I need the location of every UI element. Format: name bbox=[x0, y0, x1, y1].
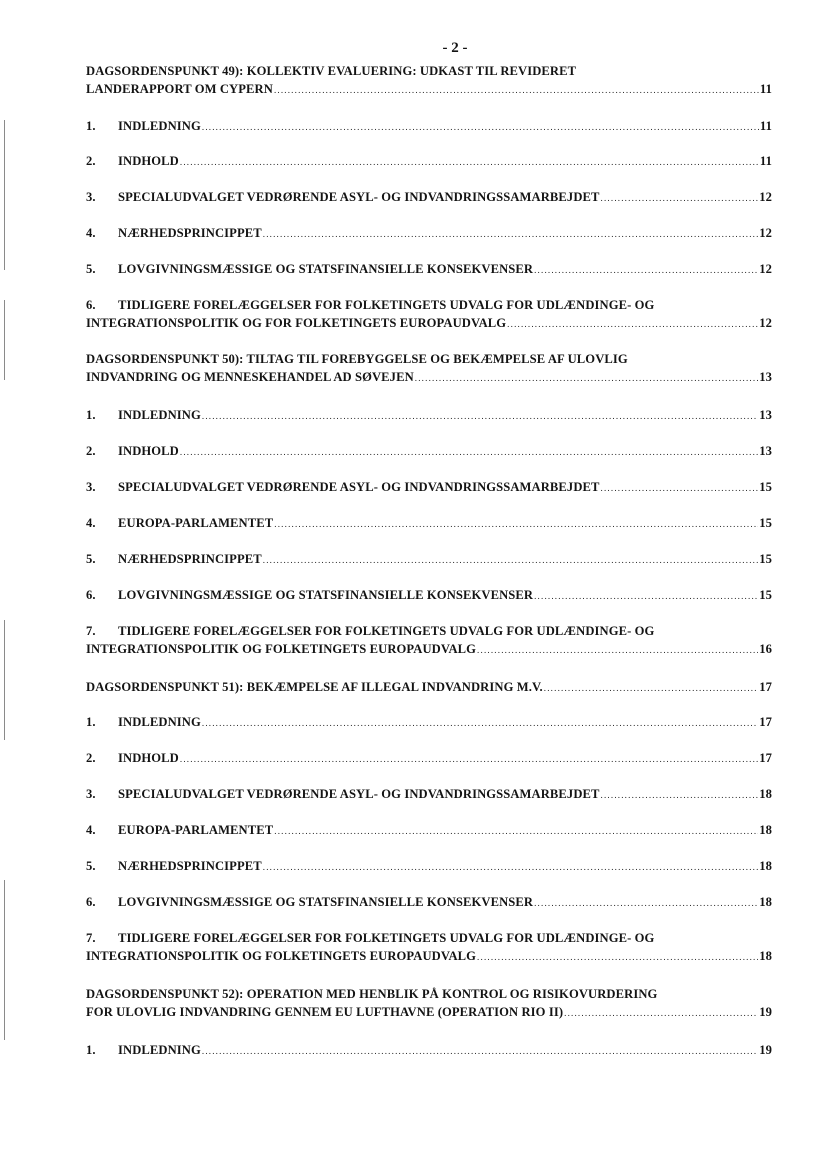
margin-scan-mark bbox=[4, 300, 5, 380]
dot-leader bbox=[601, 188, 759, 207]
toc-entry bbox=[86, 550, 772, 569]
toc-entry-page: 17 bbox=[759, 680, 772, 694]
toc-entry bbox=[86, 893, 772, 912]
toc-entry bbox=[86, 713, 772, 732]
toc-entry-title-line2: FOR ULOVLIG INDVANDRING GENNEM EU LUFTHAVNE (OPERATION RIO II) bbox=[86, 1005, 564, 1019]
margin-scan-mark bbox=[4, 880, 5, 1040]
toc-entry-page: 13 bbox=[759, 370, 772, 384]
toc-entry bbox=[86, 678, 772, 697]
toc-entry bbox=[86, 224, 772, 243]
toc-entry-page: 19 bbox=[759, 1005, 772, 1019]
toc-entry bbox=[86, 296, 772, 333]
toc-entry-page: 18 bbox=[759, 859, 772, 873]
toc-entry-page: 12 bbox=[759, 316, 772, 330]
toc-entry-number: 1. bbox=[86, 119, 96, 133]
toc-entry bbox=[86, 478, 772, 497]
toc-entry-title-line2: INTEGRATIONSPOLITIK OG FOLKETINGETS EUROPAUDVALG bbox=[86, 949, 477, 963]
dot-leader bbox=[180, 152, 759, 171]
dot-leader bbox=[263, 224, 758, 243]
toc-entry-number: 2. bbox=[86, 751, 96, 765]
margin-scan-mark bbox=[4, 620, 5, 740]
toc-entry bbox=[86, 62, 772, 99]
toc-entry-page: 11 bbox=[759, 82, 772, 96]
toc-entry bbox=[86, 1041, 772, 1060]
page-number: - 2 - bbox=[442, 40, 468, 56]
toc-entry-title: INDLEDNING bbox=[118, 119, 201, 133]
toc-entry-title: LOVGIVNINGSMÆSSIGE OG STATSFINANSIELLE KONSEKVENSER bbox=[118, 588, 534, 602]
toc-entry bbox=[86, 260, 772, 279]
toc-entry-page: 18 bbox=[759, 787, 772, 801]
toc-entry-number: 3. bbox=[86, 480, 96, 494]
toc-entry bbox=[86, 929, 772, 966]
toc-entry bbox=[86, 350, 772, 387]
toc-entry-number: 5. bbox=[86, 262, 96, 276]
dot-leader bbox=[180, 749, 758, 768]
toc-entry-page: 13 bbox=[759, 408, 772, 422]
toc-entry-page: 11 bbox=[759, 154, 772, 168]
dot-leader bbox=[534, 893, 758, 912]
toc-entry bbox=[86, 857, 772, 876]
dot-leader bbox=[263, 857, 758, 876]
toc-entry-title-line1: DAGSORDENSPUNKT 49): KOLLEKTIV EVALUERING: UDKAST TIL REVIDERET bbox=[86, 64, 577, 78]
toc-entry-title: EUROPA-PARLAMENTET bbox=[118, 823, 274, 837]
toc-entry bbox=[86, 117, 772, 136]
toc-entry-title: NÆRHEDSPRINCIPPET bbox=[118, 552, 262, 566]
dot-leader bbox=[202, 1041, 758, 1060]
toc-entry-title-line2: LANDERAPPORT OM CYPERN bbox=[86, 82, 273, 96]
toc-entry bbox=[86, 586, 772, 605]
dot-leader bbox=[534, 260, 758, 279]
toc-entry-title: DAGSORDENSPUNKT 51): BEKÆMPELSE AF ILLEGAL INDVANDRING M.V. bbox=[86, 680, 543, 694]
dot-leader bbox=[263, 550, 758, 569]
toc-entry-title: SPECIALUDVALGET VEDRØRENDE ASYL- OG INDVANDRINGSSAMARBEJDET bbox=[118, 480, 600, 494]
toc-entry-title-line2: INDVANDRING OG MENNESKEHANDEL AD SØVEJEN bbox=[86, 370, 414, 384]
toc-entry bbox=[86, 152, 772, 171]
toc-entry-page: 18 bbox=[759, 895, 772, 909]
toc-entry-number: 1. bbox=[86, 1043, 96, 1057]
dot-leader bbox=[601, 478, 759, 497]
margin-scan-mark bbox=[4, 120, 5, 270]
toc-entry-number: 4. bbox=[86, 823, 96, 837]
toc-entry-number: 1. bbox=[86, 715, 96, 729]
toc-entry-title: INDHOLD bbox=[118, 444, 179, 458]
toc-entry-page: 17 bbox=[759, 715, 772, 729]
toc-entry bbox=[86, 985, 772, 1022]
dot-leader bbox=[564, 1003, 758, 1022]
toc-entry-page: 19 bbox=[759, 1043, 772, 1057]
toc-entry-page: 13 bbox=[759, 444, 772, 458]
toc-entry bbox=[86, 442, 772, 461]
dot-leader bbox=[534, 586, 758, 605]
toc-entry bbox=[86, 749, 772, 768]
toc-entry-title: LOVGIVNINGSMÆSSIGE OG STATSFINANSIELLE KONSEKVENSER bbox=[118, 262, 534, 276]
toc-entry bbox=[86, 188, 772, 207]
toc-entry bbox=[86, 406, 772, 425]
toc-entry-page: 15 bbox=[759, 480, 772, 494]
toc-entry-title: SPECIALUDVALGET VEDRØRENDE ASYL- OG INDVANDRINGSSAMARBEJDET bbox=[118, 787, 600, 801]
dot-leader bbox=[274, 80, 759, 99]
toc-entry-page: 16 bbox=[759, 642, 772, 656]
dot-leader bbox=[544, 678, 758, 697]
toc-entry-title: INDLEDNING bbox=[118, 715, 201, 729]
toc-entry-title: LOVGIVNINGSMÆSSIGE OG STATSFINANSIELLE KONSEKVENSER bbox=[118, 895, 534, 909]
toc-entry-page: 15 bbox=[759, 516, 772, 530]
toc-entry bbox=[86, 821, 772, 840]
toc-entry-title-line2: INTEGRATIONSPOLITIK OG FOR FOLKETINGETS EUROPAUDVALG bbox=[86, 316, 507, 330]
toc-entry-number: 3. bbox=[86, 787, 96, 801]
toc-entry-title: INDHOLD bbox=[118, 751, 179, 765]
toc-entry-page: 11 bbox=[759, 119, 772, 133]
toc-entry-page: 15 bbox=[759, 588, 772, 602]
toc-entry-page: 12 bbox=[759, 226, 772, 240]
toc-entry-page: 17 bbox=[759, 751, 772, 765]
dot-leader bbox=[202, 713, 758, 732]
dot-leader bbox=[477, 640, 758, 659]
dot-leader bbox=[477, 947, 758, 966]
toc-entry-number: 7. bbox=[86, 931, 96, 945]
toc-entry-page: 15 bbox=[759, 552, 772, 566]
toc-entry-number: 5. bbox=[86, 552, 96, 566]
toc-entry-title-line1: TIDLIGERE FORELÆGGELSER FOR FOLKETINGETS UDVALG FOR UDLÆNDINGE- OG bbox=[118, 624, 655, 638]
toc-entry-page: 12 bbox=[759, 190, 772, 204]
toc-entry-title: INDLEDNING bbox=[118, 408, 201, 422]
toc-entry-number: 4. bbox=[86, 226, 96, 240]
toc-entry-title-line1: DAGSORDENSPUNKT 50): TILTAG TIL FOREBYGGELSE OG BEKÆMPELSE AF ULOVLIG bbox=[86, 352, 628, 366]
toc-entry bbox=[86, 514, 772, 533]
toc-entry-title-line1: TIDLIGERE FORELÆGGELSER FOR FOLKETINGETS UDVALG FOR UDLÆNDINGE- OG bbox=[118, 931, 655, 945]
toc-entry-number: 1. bbox=[86, 408, 96, 422]
toc-entry-number: 3. bbox=[86, 190, 96, 204]
dot-leader bbox=[202, 117, 759, 136]
toc-entry-title: NÆRHEDSPRINCIPPET bbox=[118, 226, 262, 240]
toc-entry-page: 12 bbox=[759, 262, 772, 276]
dot-leader bbox=[601, 785, 759, 804]
dot-leader bbox=[507, 314, 758, 333]
toc-entry-title-line2: INTEGRATIONSPOLITIK OG FOLKETINGETS EUROPAUDVALG bbox=[86, 642, 477, 656]
toc-entry-number: 6. bbox=[86, 895, 96, 909]
toc-entry-number: 5. bbox=[86, 859, 96, 873]
dot-leader bbox=[202, 406, 758, 425]
toc-entry-number: 7. bbox=[86, 624, 96, 638]
toc-entry-title: NÆRHEDSPRINCIPPET bbox=[118, 859, 262, 873]
dot-leader bbox=[274, 821, 758, 840]
toc-entry bbox=[86, 785, 772, 804]
toc-entry-page: 18 bbox=[759, 949, 772, 963]
toc-entry-number: 4. bbox=[86, 516, 96, 530]
toc-entry-title-line1: TIDLIGERE FORELÆGGELSER FOR FOLKETINGETS UDVALG FOR UDLÆNDINGE- OG bbox=[118, 298, 655, 312]
toc-entry-number: 2. bbox=[86, 154, 96, 168]
dot-leader bbox=[180, 442, 758, 461]
toc-entry-number: 2. bbox=[86, 444, 96, 458]
toc-entry-title: INDLEDNING bbox=[118, 1043, 201, 1057]
dot-leader bbox=[274, 514, 758, 533]
dot-leader bbox=[415, 368, 758, 387]
toc-entry-page: 18 bbox=[759, 823, 772, 837]
toc-entry-title: EUROPA-PARLAMENTET bbox=[118, 516, 274, 530]
toc-entry-title: SPECIALUDVALGET VEDRØRENDE ASYL- OG INDVANDRINGSSAMARBEJDET bbox=[118, 190, 600, 204]
toc-entry-number: 6. bbox=[86, 298, 96, 312]
toc-entry-title: INDHOLD bbox=[118, 154, 179, 168]
toc-entry-title-line1: DAGSORDENSPUNKT 52): OPERATION MED HENBLIK PÅ KONTROL OG RISIKOVURDERING bbox=[86, 987, 658, 1001]
toc-entry bbox=[86, 622, 772, 659]
toc-entry-number: 6. bbox=[86, 588, 96, 602]
